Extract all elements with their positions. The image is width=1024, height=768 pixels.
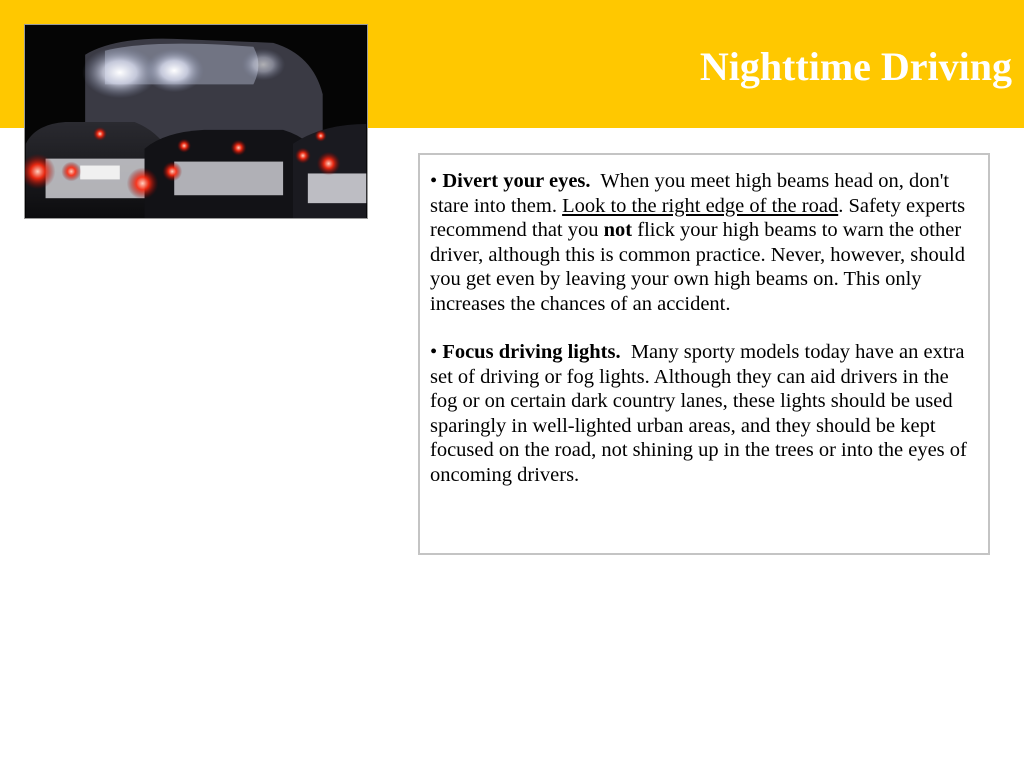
content-box bbox=[418, 153, 990, 555]
bullet-heading: Focus driving lights. bbox=[442, 341, 621, 363]
bullet-heading: Divert your eyes. bbox=[442, 170, 591, 192]
underlined-phrase: Look to the right edge of the road bbox=[562, 194, 839, 217]
paragraph-gap bbox=[430, 316, 978, 340]
slide-title: Nighttime Driving bbox=[699, 44, 1012, 89]
night-traffic-photo bbox=[24, 24, 368, 219]
bullet-divert-eyes bbox=[430, 169, 978, 316]
bullet-focus-lights bbox=[430, 340, 978, 487]
bullet-marker: • bbox=[430, 170, 438, 192]
bullet-text: When you meet high beams head on, don't stare into them. bbox=[430, 170, 950, 217]
bullet-marker: • bbox=[430, 341, 438, 363]
bullet-text: flick your high beams to warn the other driver, although this is common practice. Never, however, should you get even by leaving your own high beams on. This only increases the chances of an accident. bbox=[430, 219, 965, 315]
bullet-text: . Safety experts recommend that you bbox=[430, 194, 966, 241]
bullet-text: Many sporty models today have an extra set of driving or fog lights. Although they can aid drivers in the fog or on certain dark country lanes, these lights should be used sparingly in well-lighted urban areas, and they should be kept focused on the road, not shining up in the trees or into the eyes of oncoming drivers. bbox=[430, 341, 967, 486]
emphasis-word: not bbox=[603, 219, 633, 241]
